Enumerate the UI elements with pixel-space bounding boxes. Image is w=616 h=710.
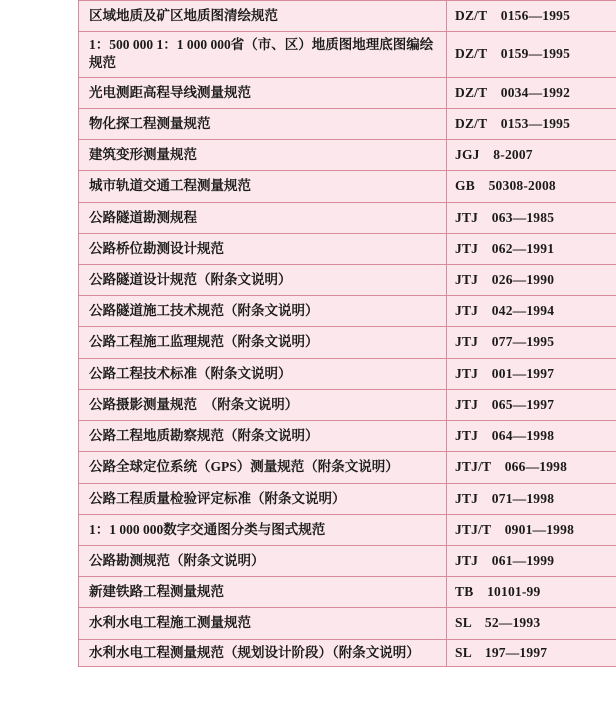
standard-name: 公路工程地质勘察规范（附条文说明） bbox=[79, 421, 447, 452]
table-row bbox=[79, 264, 616, 295]
standard-name: 新建铁路工程测量规范 bbox=[79, 577, 447, 608]
standard-code: JTJ 026—1990 bbox=[447, 264, 616, 295]
standard-code: TB 10101-99 bbox=[447, 577, 616, 608]
standard-code: JTJ 065—1997 bbox=[447, 389, 616, 420]
table-row bbox=[79, 389, 616, 420]
table-row bbox=[79, 577, 616, 608]
standard-code: SL 197—1997 bbox=[447, 639, 616, 666]
standard-code: DZ/T 0153—1995 bbox=[447, 108, 616, 139]
standard-name: 城市轨道交通工程测量规范 bbox=[79, 171, 447, 202]
table-row bbox=[79, 296, 616, 327]
standard-code: JTJ 061—1999 bbox=[447, 545, 616, 576]
standard-code: JTJ 063—1985 bbox=[447, 202, 616, 233]
standard-code: JTJ/T 0901—1998 bbox=[447, 514, 616, 545]
standard-name: 公路工程技术标准（附条文说明） bbox=[79, 358, 447, 389]
standard-name: 光电测距高程导线测量规范 bbox=[79, 77, 447, 108]
standard-name: 1：1 000 000数字交通图分类与图式规范 bbox=[79, 514, 447, 545]
table-row bbox=[79, 1, 616, 32]
table-row bbox=[79, 514, 616, 545]
table-row bbox=[79, 171, 616, 202]
table-row bbox=[79, 358, 616, 389]
standard-name: 公路勘测规范（附条文说明） bbox=[79, 545, 447, 576]
standard-code: JTJ 064—1998 bbox=[447, 421, 616, 452]
standard-code: SL 52—1993 bbox=[447, 608, 616, 639]
standard-name: 1：500 000 1：1 000 000省（市、区）地质图地理底图编绘规范 bbox=[79, 32, 447, 77]
table-row bbox=[79, 608, 616, 639]
standard-name: 建筑变形测量规范 bbox=[79, 140, 447, 171]
table-row bbox=[79, 421, 616, 452]
standard-name: 水利水电工程施工测量规范 bbox=[79, 608, 447, 639]
table-row bbox=[79, 202, 616, 233]
standard-name: 公路隧道设计规范（附条文说明） bbox=[79, 264, 447, 295]
standard-code: JTJ 077—1995 bbox=[447, 327, 616, 358]
standard-name: 公路隧道施工技术规范（附条文说明） bbox=[79, 296, 447, 327]
standard-code: JTJ 001—1997 bbox=[447, 358, 616, 389]
standard-name: 公路摄影测量规范 （附条文说明） bbox=[79, 389, 447, 420]
standard-name: 公路工程质量检验评定标准（附条文说明） bbox=[79, 483, 447, 514]
table-row bbox=[79, 233, 616, 264]
table-row bbox=[79, 545, 616, 576]
standard-code: JTJ/T 066—1998 bbox=[447, 452, 616, 483]
standard-name: 公路工程施工监理规范（附条文说明） bbox=[79, 327, 447, 358]
standard-code: JTJ 042—1994 bbox=[447, 296, 616, 327]
standard-name: 区域地质及矿区地质图清绘规范 bbox=[79, 1, 447, 32]
table-row bbox=[79, 327, 616, 358]
standard-code: DZ/T 0156—1995 bbox=[447, 1, 616, 32]
standard-name: 公路隧道勘测规程 bbox=[79, 202, 447, 233]
standards-table-body bbox=[79, 1, 616, 667]
standard-code: JTJ 071—1998 bbox=[447, 483, 616, 514]
standard-code: JTJ 062—1991 bbox=[447, 233, 616, 264]
standard-code: JGJ 8-2007 bbox=[447, 140, 616, 171]
standard-code: DZ/T 0159—1995 bbox=[447, 32, 616, 77]
standard-name: 水利水电工程测量规范（规划设计阶段）（附条文说明） bbox=[79, 639, 447, 666]
table-row bbox=[79, 140, 616, 171]
standard-code: GB 50308-2008 bbox=[447, 171, 616, 202]
standard-name: 公路桥位勘测设计规范 bbox=[79, 233, 447, 264]
standard-name: 物化探工程测量规范 bbox=[79, 108, 447, 139]
table-row bbox=[79, 77, 616, 108]
table-row bbox=[79, 639, 616, 666]
standard-name: 公路全球定位系统（GPS）测量规范（附条文说明） bbox=[79, 452, 447, 483]
table-row bbox=[79, 452, 616, 483]
table-row bbox=[79, 483, 616, 514]
table-row bbox=[79, 108, 616, 139]
table-row bbox=[79, 32, 616, 77]
standard-code: DZ/T 0034—1992 bbox=[447, 77, 616, 108]
standards-table bbox=[78, 0, 616, 667]
